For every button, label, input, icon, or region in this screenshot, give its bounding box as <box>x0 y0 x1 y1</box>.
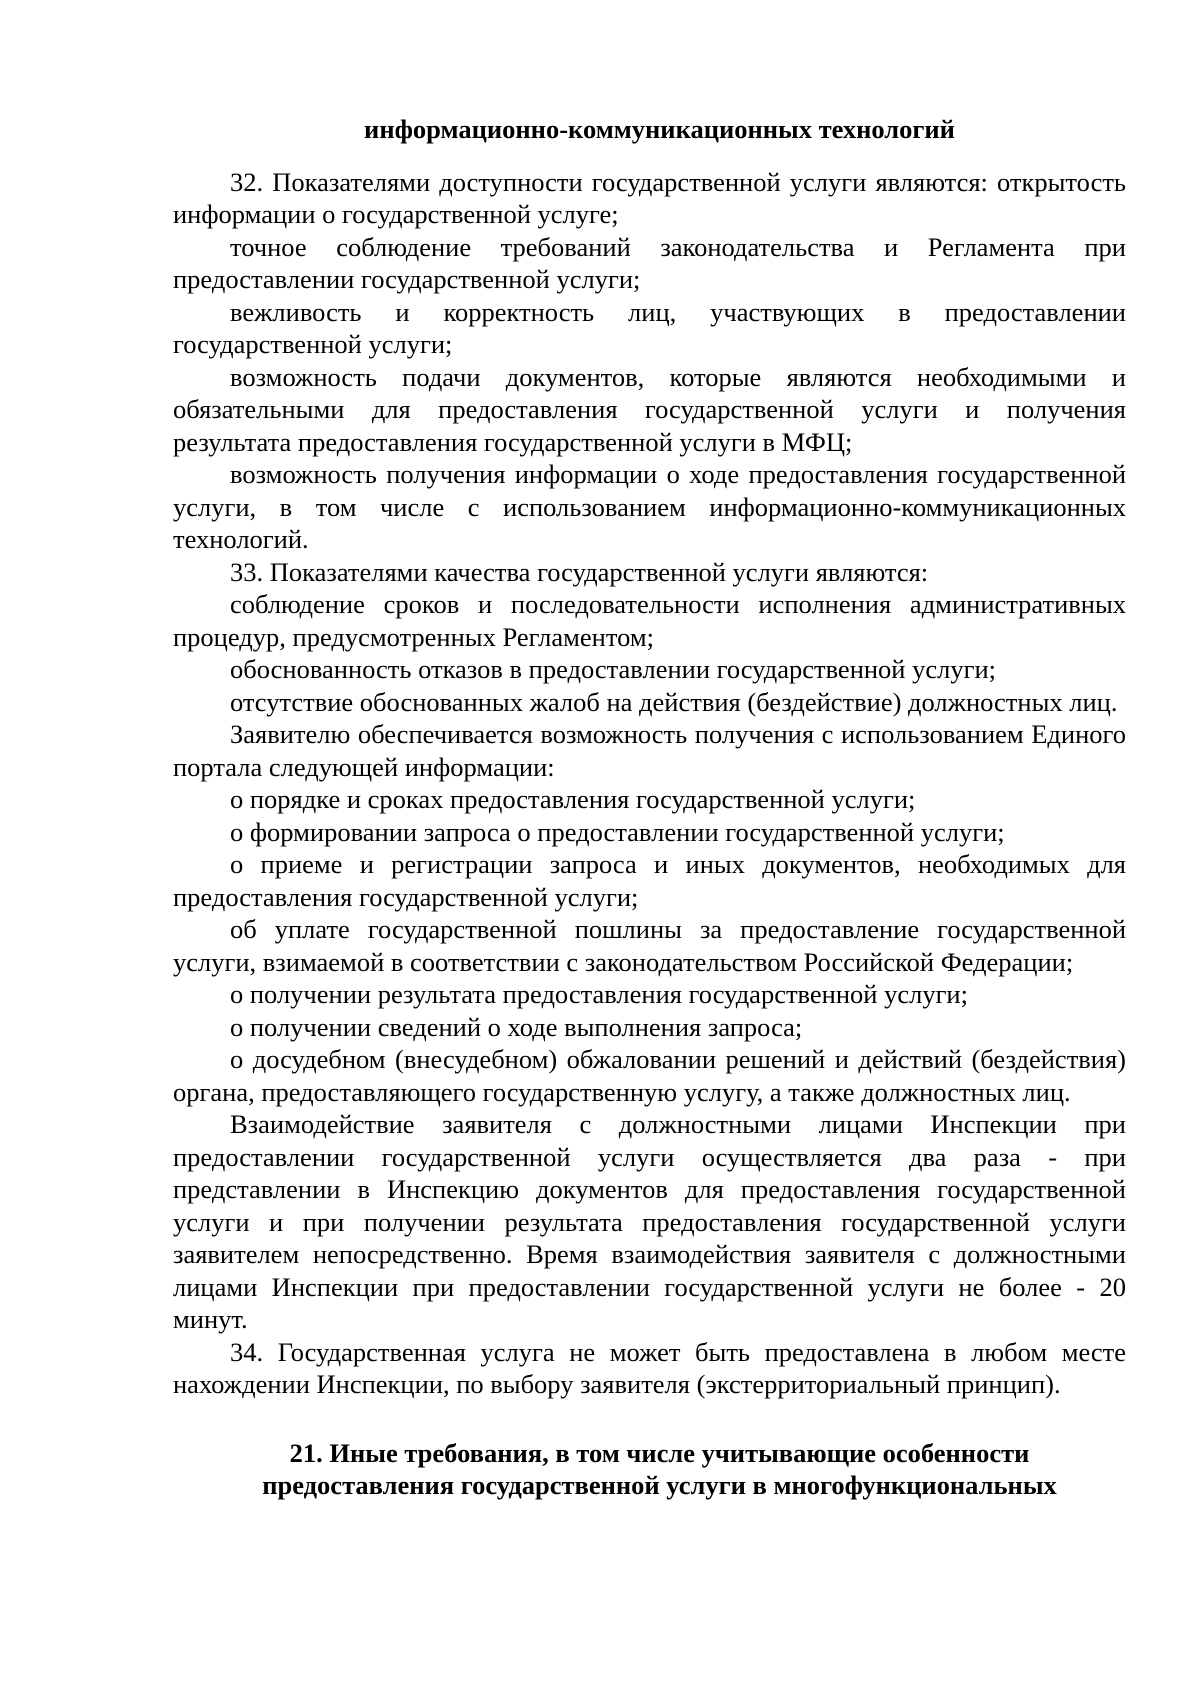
paragraph-34-extraterritorial: 34. Государственная услуга не может быть предоставлена в любом месте нахождении Инспекции, по выбору заявителя (экстерриториальный принцип). <box>173 1336 1126 1399</box>
paragraph-result-receipt: о получении результата предоставления государственной услуги; <box>230 979 968 1009</box>
section-21-heading-line-2: предоставления государственной услуги в многофункциональных <box>262 1470 1057 1500</box>
section-heading-continuation: информационно-коммуникационных технологий <box>364 114 955 144</box>
document-body <box>173 166 1126 1401</box>
paragraph-appeal: о досудебном (внесудебном) обжаловании решений и действий (бездействия) органа, предоставляющего государственную услугу, а также должностных лиц. <box>173 1044 1126 1107</box>
section-21-heading-line-1: 21. Иные требования, в том числе учитывающие особенности <box>289 1437 1030 1468</box>
paragraph-32-accessibility: 32. Показателями доступности государственной услуги являются: открытость информации о государственной услуге; <box>173 166 1126 229</box>
paragraph-33-quality: 33. Показателями качества государственной услуги являются: <box>230 556 929 587</box>
page-content <box>173 113 1126 1502</box>
paragraph-portal-info: Заявителю обеспечивается возможность получения с использованием Единого портала следующей информации: <box>173 719 1126 782</box>
paragraph-refusals: обоснованность отказов в предоставлении государственной услуги; <box>230 654 997 684</box>
paragraph-complaints: отсутствие обоснованных жалоб на действия (бездействие) должностных лиц. <box>230 686 1118 717</box>
paragraph-state-duty: об уплате государственной пошлины за предоставление государственной услуги, взимаемой в соответствии с законодательством Российской Федерации; <box>173 914 1126 977</box>
paragraph-request-status: о получении сведений о ходе выполнения запроса; <box>230 1011 803 1042</box>
paragraph-request-registration: о приеме и регистрации запроса и иных документов, необходимых для предоставления государственной услуги; <box>173 849 1126 912</box>
paragraph-progress-info: возможность получения информации о ходе предоставления государственной услуги, в том числе с использованием информационно-коммуникационных технологий. <box>173 459 1126 554</box>
paragraph-procedure-terms: о порядке и сроках предоставления государственной услуги; <box>230 784 916 814</box>
paragraph-mfc-submission: возможность подачи документов, которые являются необходимыми и обязательными для предоставления государственной услуги и получения результата предоставления государственной услуги в МФЦ; <box>173 361 1126 457</box>
paragraph-interaction: Взаимодействие заявителя с должностными лицами Инспекции при предоставлении государственной услуги осуществляется два раза - при представлении в Инспекцию документов для предоставления государственной услуги и при получении результата предоставления государственной услуги заявителем непосредственно. Время взаимодействия заявителя с должностными лицами Инспекции при предоставлении государственной услуги не более - 20 минут. <box>173 1109 1126 1334</box>
paragraph-politeness: вежливость и корректность лиц, участвующих в предоставлении государственной услуги; <box>173 296 1126 359</box>
section-21-heading <box>193 1437 1126 1502</box>
paragraph-request-forming: о формировании запроса о предоставлении государственной услуги; <box>230 816 1005 847</box>
paragraph-deadlines: соблюдение сроков и последовательности исполнения административных процедур, предусмотренных Регламентом; <box>173 589 1126 652</box>
paragraph-compliance: точное соблюдение требований законодательства и Регламента при предоставлении государственной услуги; <box>173 231 1126 294</box>
